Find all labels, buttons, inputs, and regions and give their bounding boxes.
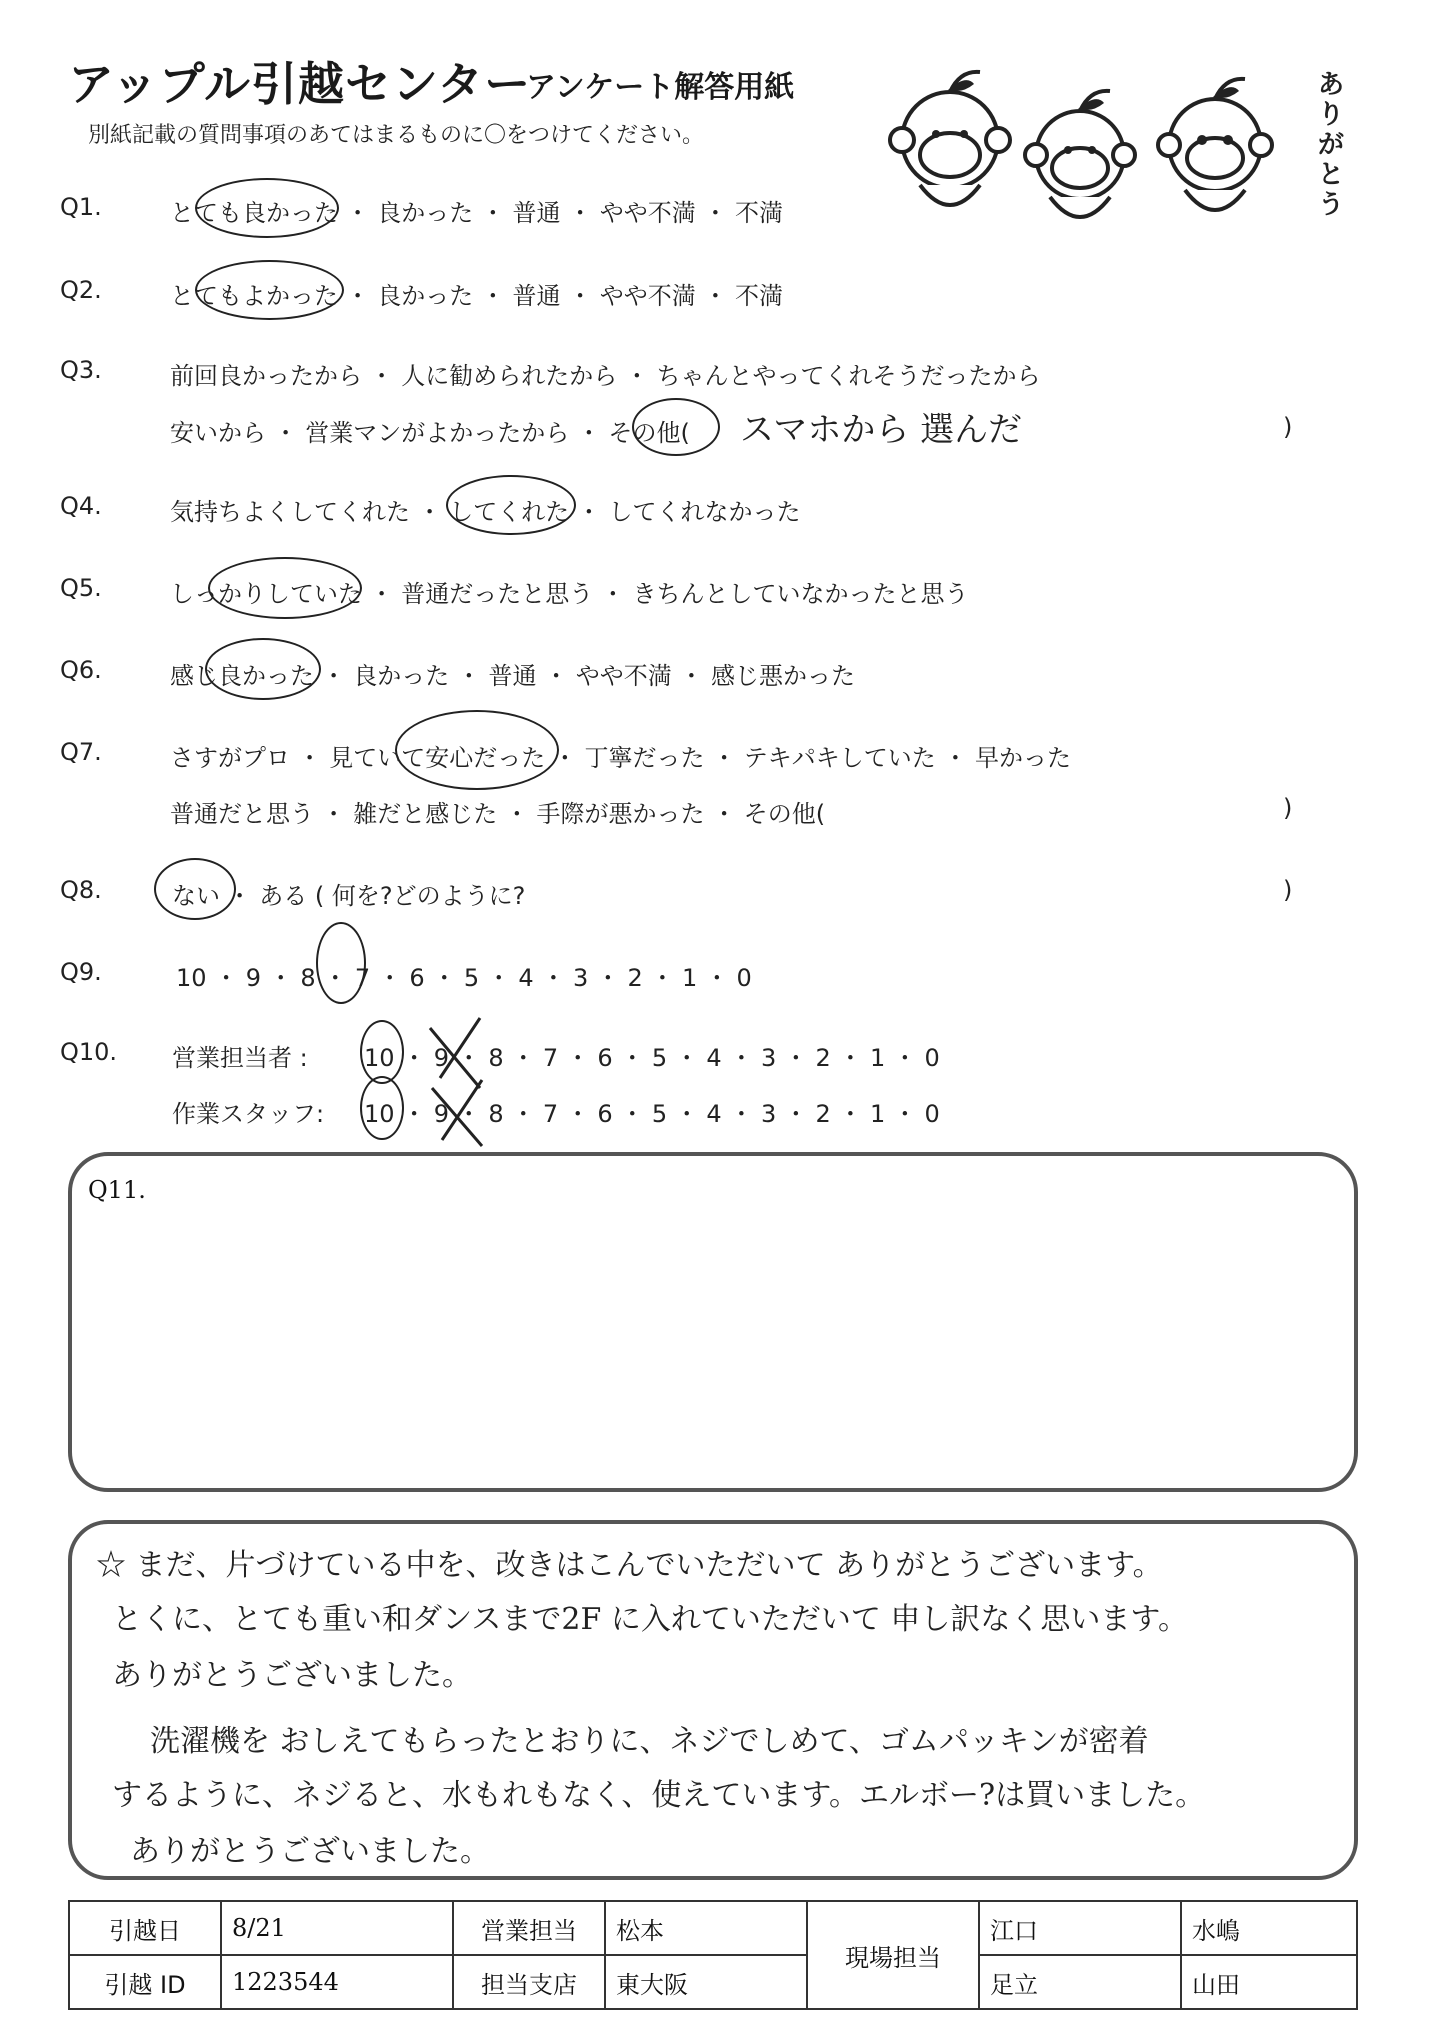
q11-answer-box[interactable] — [68, 1152, 1358, 1492]
move-date-value[interactable]: 8/21 — [221, 1901, 453, 1955]
q10-staff-scale[interactable]: 10 ・ 9 ・ 8 ・ 7 ・ 6 ・ 5 ・ 4 ・ 3 ・ 2 ・ 1 ・ 0 — [364, 1100, 940, 1128]
q8-label: Q8. — [60, 876, 102, 904]
branch-label: 担当支店 — [453, 1955, 605, 2009]
move-date-label: 引越日 — [69, 1901, 221, 1955]
comment-line-3: ありがとうございました。 — [112, 1658, 472, 1693]
comment-line-6: ありがとうございました。 — [130, 1834, 490, 1869]
q2-label: Q2. — [60, 276, 102, 304]
q6-options[interactable]: 感じ良かった ・ 良かった ・ 普通 ・ やや不満 ・ 感じ悪かった — [170, 662, 856, 690]
q8-options[interactable]: ない ・ ある ( 何を?どのように? — [172, 882, 526, 910]
q9-scale[interactable]: 10 ・ 9 ・ 8 ・ 7 ・ 6 ・ 5 ・ 4 ・ 3 ・ 2 ・ 1 ・ 0 — [176, 964, 752, 992]
q7-label: Q7. — [60, 738, 102, 766]
q10-sales-label: 営業担当者 : — [172, 1044, 308, 1072]
q11-label: Q11. — [88, 1176, 146, 1204]
field-staff-label: 現場担当 — [807, 1901, 979, 2009]
comment-line-2: とくに、とても重い和ダンスまで2F に入れていただいて 申し訳なく思います。 — [112, 1602, 1188, 1637]
q3-answer-circle — [632, 398, 720, 456]
q5-answer-circle — [208, 557, 362, 619]
q4-label: Q4. — [60, 492, 102, 520]
q3-label: Q3. — [60, 356, 102, 384]
comment-line-5: するように、ネジると、水もれもなく、使えています。エルボー?は買いました。 — [112, 1778, 1206, 1813]
form-subtitle: アンケート解答用紙 — [526, 70, 795, 105]
q4-options[interactable]: 気持ちよくしてくれた ・ してくれた ・ してくれなかった — [170, 498, 801, 526]
thanks-vertical-text: ありがとう — [1318, 70, 1345, 220]
field-staff-name-1[interactable]: 江口 — [979, 1901, 1181, 1955]
instruction-text: 別紙記載の質問事項のあてはまるものに〇をつけてください。 — [88, 123, 705, 148]
q9-label: Q9. — [60, 958, 102, 986]
footer-info-table — [68, 1900, 1358, 2010]
q6-answer-circle — [205, 638, 321, 700]
q10-sales-answer-circle — [360, 1020, 404, 1084]
q4-answer-circle — [446, 475, 576, 535]
comment-line-4: 洗濯機を おしえてもらったとおりに、ネジでしめて、ゴムパッキンが密着 — [150, 1724, 1149, 1759]
field-staff-name-4[interactable]: 山田 — [1181, 1955, 1357, 2009]
q7-options-line1[interactable]: さすがプロ ・ 見ていて安心だった ・ 丁寧だった ・ テキパキしていた ・ 早かった — [170, 744, 1072, 772]
q10-label: Q10. — [60, 1038, 118, 1066]
q5-label: Q5. — [60, 574, 102, 602]
q10-staff-label: 作業スタッフ: — [172, 1100, 325, 1128]
q9-answer-circle — [316, 922, 366, 1004]
q7-answer-circle — [395, 710, 559, 790]
q10-sales-scale[interactable]: 10 ・ 9 ・ 8 ・ 7 ・ 6 ・ 5 ・ 4 ・ 3 ・ 2 ・ 1 ・ 0 — [364, 1044, 940, 1072]
q6-label: Q6. — [60, 656, 102, 684]
q2-answer-circle — [195, 260, 344, 320]
q1-answer-circle — [195, 178, 339, 238]
sales-rep-label: 営業担当 — [453, 1901, 605, 1955]
q10-cross-out-marks — [420, 1008, 500, 1148]
branch-value[interactable]: 東大阪 — [605, 1955, 807, 2009]
q3-other-handwritten: スマホから 選んだ — [740, 410, 1023, 450]
q1-label: Q1. — [60, 193, 102, 221]
company-title: アップル引越センター — [68, 57, 532, 111]
q3-options-line1[interactable]: 前回良かったから ・ 人に勧められたから ・ ちゃんとやってくれそうだったから — [170, 362, 1041, 390]
q8-close-paren: ) — [1283, 876, 1293, 904]
move-id-label: 引越 ID — [69, 1955, 221, 2009]
q1-options[interactable]: とても良かった ・ 良かった ・ 普通 ・ やや不満 ・ 不満 — [170, 199, 784, 227]
q7-close-paren: ) — [1283, 794, 1293, 822]
q8-answer-circle — [154, 858, 236, 920]
field-staff-name-3[interactable]: 足立 — [979, 1955, 1181, 2009]
q3-close-paren: ) — [1283, 413, 1293, 441]
q5-options[interactable]: しっかりしていた ・ 普通だったと思う ・ きちんとしていなかったと思う — [170, 580, 969, 608]
monkey-mascots-illustration — [880, 60, 1360, 240]
sales-rep-value[interactable]: 松本 — [605, 1901, 807, 1955]
q3-options-line2[interactable]: 安いから ・ 営業マンがよかったから ・ その他( — [170, 419, 690, 447]
q2-options[interactable]: とてもよかった ・ 良かった ・ 普通 ・ やや不満 ・ 不満 — [170, 282, 784, 310]
field-staff-name-2[interactable]: 水嶋 — [1181, 1901, 1357, 1955]
q7-options-line2[interactable]: 普通だと思う ・ 雑だと感じた ・ 手際が悪かった ・ その他( — [170, 800, 826, 828]
move-id-value[interactable]: 1223544 — [221, 1955, 453, 2009]
q10-staff-answer-circle — [360, 1076, 404, 1140]
comment-line-1: ☆ まだ、片づけている中を、改きはこんでいただいて ありがとうございます。 — [96, 1548, 1163, 1583]
